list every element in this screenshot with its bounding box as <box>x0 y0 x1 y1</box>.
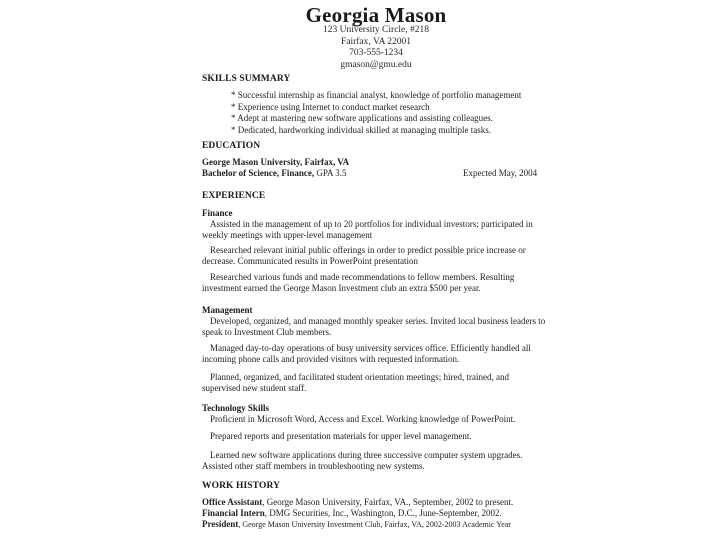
city-line: Fairfax, VA 22001 <box>340 36 412 47</box>
expected-date: Expected May, 2004 <box>463 168 538 178</box>
email-line: gmason@gmu.edu <box>340 59 412 70</box>
school-name: George Mason University, Fairfax, VA <box>202 157 350 167</box>
technology-paragraph: Learned new software applications during three successive computer system upgrades. Assisted other staff members in troubleshooting new systems. <box>202 450 523 472</box>
address-line: 123 University Circle, #218 <box>322 25 430 35</box>
experience-heading: EXPERIENCE <box>202 191 266 201</box>
gpa-value: GPA 3.5 <box>316 168 347 178</box>
skill-item: * Dedicated, hardworking individual skilled at managing multiple tasks. <box>231 124 491 135</box>
job-detail: , George Mason University, Fairfax, VA., September, 2002 to present. <box>262 497 514 507</box>
technology-paragraph: Proficient in Microsoft Word, Access and Excel. Working knowledge of PowerPoint. <box>210 414 516 424</box>
technology-subheading: Technology Skills <box>202 403 269 413</box>
job-entry <box>202 519 511 531</box>
education-heading: EDUCATION <box>202 141 261 151</box>
resume-name: Georgia Mason <box>305 3 447 27</box>
education-degree <box>202 168 347 180</box>
phone-line: 703-555-1234 <box>349 48 403 58</box>
job-detail: , DMG Securities, Inc., Washington, D.C., June-September, 2002. <box>264 508 502 518</box>
finance-paragraph: Assisted in the management of up to 20 portfolios for individual investors; participated in weekly meetings with upper-level management <box>202 219 533 241</box>
job-title: Financial Intern <box>202 508 265 518</box>
job-title: Office Assistant <box>202 497 263 507</box>
degree-name: Bachelor of Science, Finance, <box>202 168 315 178</box>
management-paragraph: Developed, organized, and managed monthly speaker series. Invited local business leaders to speak to Investment Club members. <box>202 316 546 338</box>
work-history-heading: WORK HISTORY <box>202 481 281 491</box>
finance-subheading: Finance <box>202 208 233 218</box>
job-detail: , George Mason University Investment Club, Fairfax, VA, 2002-2003 Academic Year <box>238 520 511 529</box>
finance-paragraph: Researched relevant initial public offerings in order to predict possible price increase or decrease. Communicated results in PowerPoint presentation <box>202 245 526 267</box>
skills-heading: SKILLS SUMMARY <box>202 74 291 84</box>
education-school <box>202 157 349 169</box>
skills-list <box>231 90 521 136</box>
skill-item: * Experience using Internet to conduct market research <box>231 101 430 112</box>
skill-item: * Adept at mastering new software applications and assisting colleagues. <box>231 113 493 123</box>
finance-paragraph: Researched various funds and made recommendations to fellow members. Resulting investment earned the George Mason Investment club an extra $500 per year. <box>202 272 515 294</box>
skill-item: * Successful internship as financial analyst, knowledge of portfolio management <box>231 90 522 100</box>
job-title: President <box>202 519 239 529</box>
job-entry <box>202 497 513 509</box>
technology-paragraph: Prepared reports and presentation materials for upper level management. <box>210 431 472 441</box>
job-entry <box>202 508 502 520</box>
management-subheading: Management <box>202 305 253 315</box>
management-paragraph: Planned, organized, and facilitated student orientation meetings; hired, trained, and supervised new student staff. <box>202 372 509 394</box>
contact-block <box>0 25 720 71</box>
management-paragraph: Managed day-to-day operations of busy university services office. Efficiently handled all incoming phone calls and provided visitors with requested information. <box>202 343 531 365</box>
